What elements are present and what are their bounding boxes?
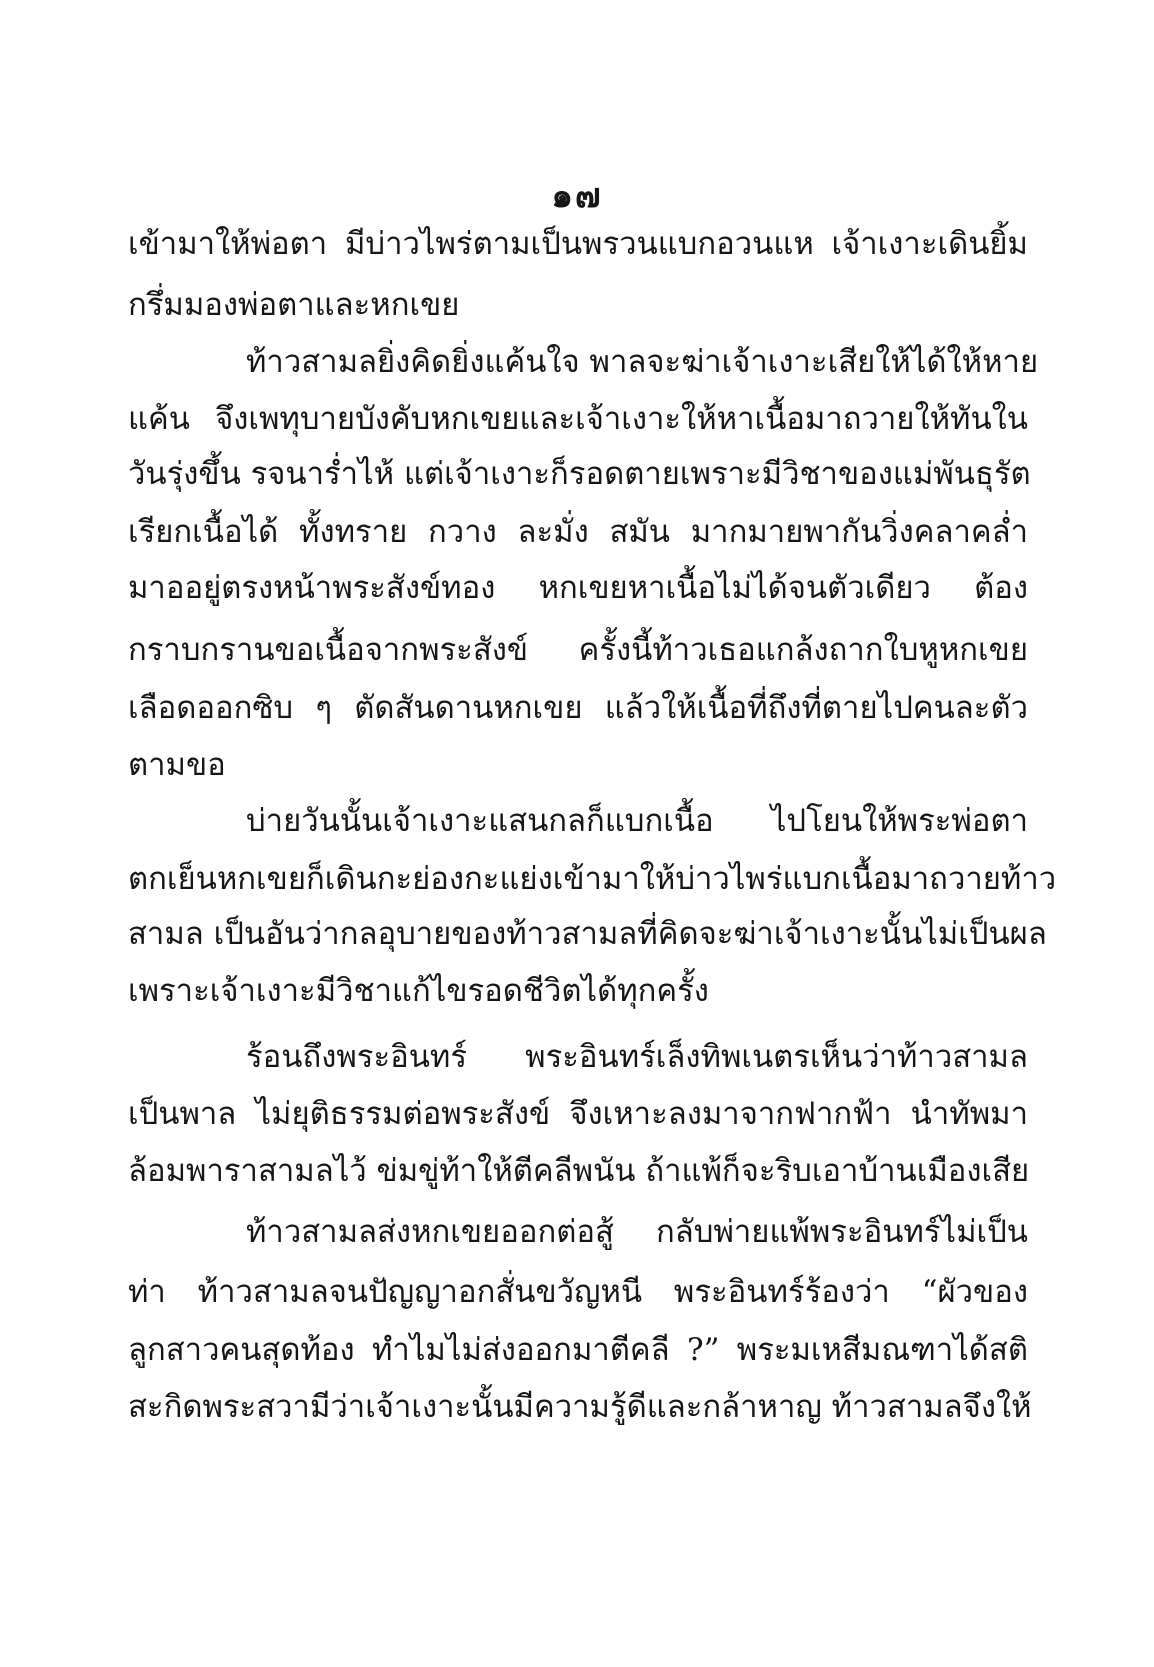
- text-line: วันรุ่งขึ้น รจนาร่ำไห้ แต่เจ้าเงาะก็รอดตายเพราะมีวิชาของแม่พันธุรัต: [128, 456, 1031, 492]
- text-line: กราบกรานขอเนื้อจากพระสังข์ ครั้งนี้ท้าวเธอแกล้งถากใบหูหกเขย: [128, 632, 1028, 668]
- paragraph-first-line: ท้าวสามลส่งหกเขยออกต่อสู้ กลับพ่ายแพ้พระอินทร์ไม่เป็น: [246, 1214, 1028, 1250]
- text-line: เรียกเนื้อได้ ทั้งทราย กวาง ละมั่ง สมัน มากมายพากันวิ่งคลาคล่ำ: [128, 514, 1028, 550]
- text-line: มาออยู่ตรงหน้าพระสังข์ทอง หกเขยหาเนื้อไม่ได้จนตัวเดียว ต้อง: [128, 570, 1028, 606]
- text-line: แค้น จึงเพทุบายบังคับหกเขยและเจ้าเงาะให้หาเนื้อมาถวายให้ทันใน: [128, 401, 1028, 437]
- text-line: เข้ามาให้พ่อตา มีบ่าวไพร่ตามเป็นพรวนแบกอวนแห เจ้าเงาะเดินยิ้ม: [128, 226, 1028, 262]
- text-line: เป็นพาล ไม่ยุติธรรมต่อพระสังข์ จึงเหาะลงมาจากฟากฟ้า นำทัพมา: [128, 1096, 1028, 1132]
- page-number: ๑๗: [551, 176, 603, 216]
- text-line: ลูกสาวคนสุดท้อง ทำไมไม่ส่งออกมาตีคลี ?” พระมเหสีมณฑาได้สติ: [128, 1332, 1028, 1368]
- text-line: สะกิดพระสวามีว่าเจ้าเงาะนั้นมีความรู้ดีและกล้าหาญ ท้าวสามลจึงให้: [128, 1389, 1032, 1425]
- text-line: กรึ่มมองพ่อตาและหกเขย: [128, 287, 460, 323]
- text-line: เพราะเจ้าเงาะมีวิชาแก้ไขรอดชีวิตได้ทุกครั้ง: [128, 973, 709, 1009]
- text-line: ตกเย็นหกเขยก็เดินกะย่องกะแย่งเข้ามาให้บ่าวไพร่แบกเนื้อมาถวายท้าว: [128, 861, 1057, 897]
- text-line: เลือดออกซิบ ๆ ตัดสันดานหกเขย แล้วให้เนื้อที่ถึงที่ตายไปคนละตัว: [128, 690, 1028, 726]
- text-line: ท่า ท้าวสามลจนปัญญาอกสั่นขวัญหนี พระอินทร์ร้องว่า “ผัวของ: [128, 1274, 1028, 1310]
- paragraph-first-line: ท้าวสามลยิ่งคิดยิ่งแค้นใจ พาลจะฆ่าเจ้าเงาะเสียให้ได้ให้หาย: [246, 344, 1039, 380]
- text-line: ตามขอ: [128, 747, 226, 783]
- paragraph-first-line: บ่ายวันนั้นเจ้าเงาะแสนกลก็แบกเนื้อ ไปโยนให้พระพ่อตา: [246, 803, 1028, 839]
- paragraph-first-line: ร้อนถึงพระอินทร์ พระอินทร์เล็งทิพเนตรเห็นว่าท้าวสามล: [246, 1039, 1028, 1075]
- text-line: สามล เป็นอันว่ากลอุบายของท้าวสามลที่คิดจะฆ่าเจ้าเงาะนั้นไม่เป็นผล: [128, 916, 1047, 952]
- text-line: ล้อมพาราสามลไว้ ข่มขู่ท้าให้ตีคลีพนัน ถ้าแพ้ก็จะริบเอาบ้านเมืองเสีย: [128, 1153, 1030, 1189]
